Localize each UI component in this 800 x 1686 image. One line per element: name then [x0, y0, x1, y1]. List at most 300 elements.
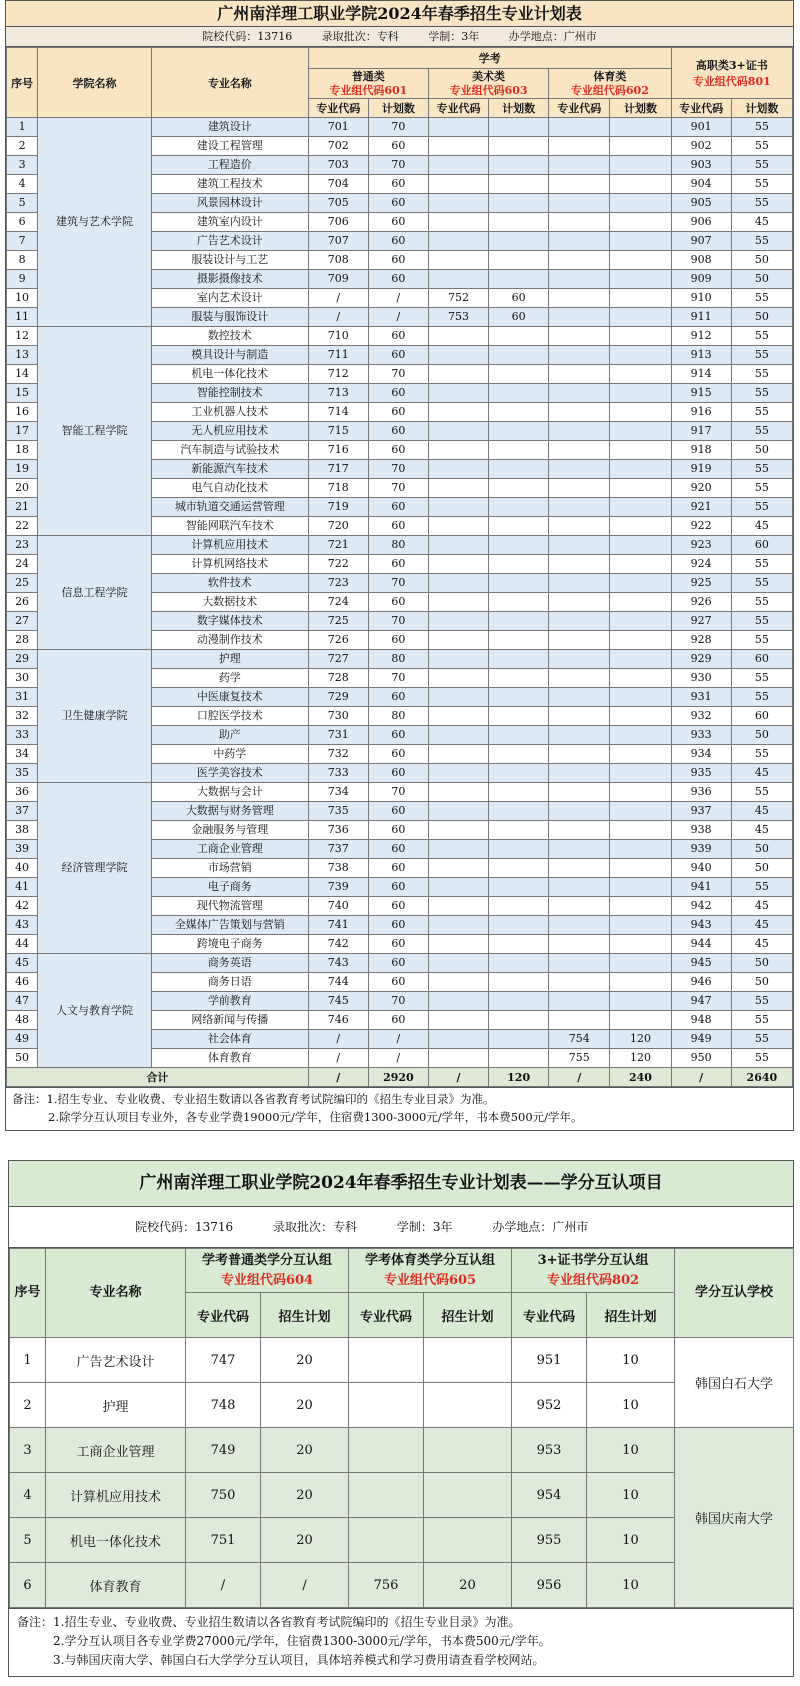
- ptl-plan: 60: [368, 802, 428, 821]
- ptl-plan: 80: [368, 650, 428, 669]
- row-no: 41: [7, 878, 38, 897]
- msl-plan: [489, 612, 549, 631]
- header-msl-code: 专业组代码603: [449, 83, 528, 97]
- credit-rows: [10, 1338, 794, 1608]
- major-name: 医学美容技术: [151, 764, 308, 783]
- msl-code: [428, 973, 488, 992]
- header-msl-label: 美术类: [472, 69, 506, 83]
- msl-plan: [489, 403, 549, 422]
- row-no: 24: [7, 555, 38, 574]
- major-name: 体育教育: [151, 1049, 308, 1068]
- tyl-code: [549, 745, 610, 764]
- gzl-plan: 50: [731, 441, 792, 460]
- tyl-plan: [610, 745, 671, 764]
- ptl-plan: 60: [368, 954, 428, 973]
- tyl-plan: [610, 118, 671, 137]
- ptl-code: 717: [308, 460, 368, 479]
- ptl-plan: 60: [368, 555, 428, 574]
- row-no: 34: [7, 745, 38, 764]
- msl-code: [428, 270, 488, 289]
- row-no: 40: [7, 859, 38, 878]
- ptl-code: 712: [308, 365, 368, 384]
- msl-plan: [489, 194, 549, 213]
- ptl-code: /: [308, 1030, 368, 1049]
- ptl-plan: 60: [368, 175, 428, 194]
- major-name: 摄影摄像技术: [151, 270, 308, 289]
- tyl-code: [549, 916, 610, 935]
- tyl-code: [549, 232, 610, 251]
- total-cell: 240: [610, 1068, 671, 1087]
- gzl-code: 926: [671, 593, 731, 612]
- header-group2: [349, 1249, 512, 1293]
- major-name: 服装与服饰设计: [151, 308, 308, 327]
- gzl-plan: 60: [731, 707, 792, 726]
- ptl-code: 741: [308, 916, 368, 935]
- table-row: [10, 1428, 794, 1473]
- msl-code: [428, 859, 488, 878]
- tyl-plan: [610, 194, 671, 213]
- msl-code: [428, 517, 488, 536]
- tyl-plan: [610, 878, 671, 897]
- tyl-code: [549, 308, 610, 327]
- ptl-plan: 60: [368, 270, 428, 289]
- gzl-plan: 50: [731, 859, 792, 878]
- msl-plan: [489, 954, 549, 973]
- tyl-plan: [610, 859, 671, 878]
- gzl-plan: 60: [731, 650, 792, 669]
- major-name: 药学: [151, 669, 308, 688]
- msl-code: [428, 1049, 488, 1068]
- ptl-code: 728: [308, 669, 368, 688]
- msl-plan: [489, 916, 549, 935]
- ptl-plan: 70: [368, 992, 428, 1011]
- gzl-plan: 45: [731, 764, 792, 783]
- gzl-plan: 50: [731, 840, 792, 859]
- tyl-plan: [610, 992, 671, 1011]
- row-no: 48: [7, 1011, 38, 1030]
- gzl-plan: 55: [731, 156, 792, 175]
- row-no: 27: [7, 612, 38, 631]
- tyl-plan: [610, 593, 671, 612]
- g1-code: 748: [186, 1383, 261, 1428]
- gzl-code: 931: [671, 688, 731, 707]
- gzl-plan: 55: [731, 555, 792, 574]
- ptl-plan: 60: [368, 213, 428, 232]
- g3-plan: 10: [587, 1563, 675, 1608]
- ptl-plan: 60: [368, 194, 428, 213]
- partner-school: 韩国庆南大学: [675, 1428, 794, 1608]
- msl-code: [428, 916, 488, 935]
- tyl-plan: [610, 802, 671, 821]
- gzl-plan: 55: [731, 137, 792, 156]
- msl-plan: [489, 764, 549, 783]
- tyl-plan: [610, 346, 671, 365]
- tyl-code: [549, 251, 610, 270]
- location: 办学地点：广州市: [508, 30, 597, 43]
- major-name: 大数据与财务管理: [151, 802, 308, 821]
- header-plan: 计划数: [610, 99, 671, 118]
- msl-plan: [489, 232, 549, 251]
- g1-plan: 20: [261, 1428, 349, 1473]
- school-code: 院校代码：13716: [202, 30, 293, 43]
- ptl-plan: 70: [368, 460, 428, 479]
- ptl-plan: 60: [368, 232, 428, 251]
- major-name: 护理: [151, 650, 308, 669]
- tyl-code: [549, 270, 610, 289]
- msl-code: [428, 669, 488, 688]
- table-row: [10, 1338, 794, 1383]
- plan-grid: [6, 47, 793, 1087]
- msl-code: [428, 574, 488, 593]
- tyl-code: [549, 156, 610, 175]
- msl-code: 752: [428, 289, 488, 308]
- major-name: 护理: [46, 1383, 186, 1428]
- ptl-plan: 60: [368, 346, 428, 365]
- row-no: 49: [7, 1030, 38, 1049]
- ptl-plan: 60: [368, 631, 428, 650]
- total-cell: 2640: [731, 1068, 792, 1087]
- ptl-plan: 60: [368, 688, 428, 707]
- msl-code: [428, 403, 488, 422]
- header-tyl: [549, 69, 671, 99]
- major-name: 电子商务: [151, 878, 308, 897]
- major-name: 商务日语: [151, 973, 308, 992]
- ptl-plan: 60: [368, 878, 428, 897]
- ptl-plan: 60: [368, 327, 428, 346]
- ptl-plan: 60: [368, 593, 428, 612]
- total-cell: /: [428, 1068, 488, 1087]
- major-name: 工商企业管理: [46, 1428, 186, 1473]
- major-name: 动漫制作技术: [151, 631, 308, 650]
- msl-plan: 60: [489, 308, 549, 327]
- ptl-code: /: [308, 1049, 368, 1068]
- tyl-plan: [610, 631, 671, 650]
- gzl-plan: 45: [731, 213, 792, 232]
- row-no: 5: [10, 1518, 46, 1563]
- gzl-plan: 50: [731, 308, 792, 327]
- major-name: 跨境电子商务: [151, 935, 308, 954]
- msl-plan: [489, 669, 549, 688]
- msl-code: [428, 935, 488, 954]
- g3-code: 954: [512, 1473, 587, 1518]
- msl-code: [428, 213, 488, 232]
- major-name: 数字媒体技术: [151, 612, 308, 631]
- gzl-code: 937: [671, 802, 731, 821]
- tyl-plan: [610, 536, 671, 555]
- msl-code: [428, 954, 488, 973]
- gzl-code: 905: [671, 194, 731, 213]
- gzl-code: 923: [671, 536, 731, 555]
- ptl-code: 708: [308, 251, 368, 270]
- gzl-code: 933: [671, 726, 731, 745]
- row-no: 32: [7, 707, 38, 726]
- ptl-code: 740: [308, 897, 368, 916]
- header-ptl-label: 普通类: [351, 69, 385, 83]
- enrollment-plan-table: [5, 0, 794, 1131]
- msl-plan: [489, 251, 549, 270]
- gzl-plan: 55: [731, 574, 792, 593]
- msl-code: [428, 840, 488, 859]
- ptl-plan: 60: [368, 1011, 428, 1030]
- major-name: 智能网联汽车技术: [151, 517, 308, 536]
- gzl-code: 949: [671, 1030, 731, 1049]
- table-row: [7, 118, 793, 137]
- tyl-code: [549, 422, 610, 441]
- msl-plan: [489, 631, 549, 650]
- g2-plan: [424, 1338, 512, 1383]
- gzl-plan: 45: [731, 517, 792, 536]
- msl-code: [428, 802, 488, 821]
- gzl-code: 912: [671, 327, 731, 346]
- ptl-plan: 70: [368, 574, 428, 593]
- msl-code: [428, 327, 488, 346]
- gzl-plan: 60: [731, 536, 792, 555]
- gzl-code: 919: [671, 460, 731, 479]
- major-name: 广告艺术设计: [46, 1338, 186, 1383]
- ptl-plan: 60: [368, 764, 428, 783]
- major-name: 无人机应用技术: [151, 422, 308, 441]
- row-no: 9: [7, 270, 38, 289]
- ptl-plan: 80: [368, 707, 428, 726]
- header-no: 序号: [10, 1249, 46, 1338]
- tyl-code: [549, 726, 610, 745]
- tyl-code: [549, 555, 610, 574]
- ptl-plan: 60: [368, 916, 428, 935]
- table-row: [7, 954, 793, 973]
- row-no: 23: [7, 536, 38, 555]
- ptl-code: 739: [308, 878, 368, 897]
- header-group3-code: 专业组代码802: [546, 1272, 640, 1288]
- tyl-plan: [610, 156, 671, 175]
- gzl-plan: 55: [731, 745, 792, 764]
- table-row: [7, 327, 793, 346]
- gzl-plan: 45: [731, 897, 792, 916]
- major-name: 工业机器人技术: [151, 403, 308, 422]
- msl-code: [428, 612, 488, 631]
- major-name: 现代物流管理: [151, 897, 308, 916]
- gzl-code: 913: [671, 346, 731, 365]
- ptl-code: 706: [308, 213, 368, 232]
- tyl-plan: [610, 213, 671, 232]
- row-no: 22: [7, 517, 38, 536]
- tyl-plan: [610, 270, 671, 289]
- msl-code: [428, 631, 488, 650]
- total-row: [7, 1068, 793, 1087]
- msl-plan: [489, 840, 549, 859]
- ptl-plan: 70: [368, 783, 428, 802]
- header-group1-code: 专业组代码604: [220, 1272, 314, 1288]
- table-row: [7, 650, 793, 669]
- row-no: 4: [10, 1473, 46, 1518]
- row-no: 39: [7, 840, 38, 859]
- major-name: 软件技术: [151, 574, 308, 593]
- row-no: 11: [7, 308, 38, 327]
- ptl-code: 725: [308, 612, 368, 631]
- ptl-code: 703: [308, 156, 368, 175]
- header-gzl-label: 高职类3+证书: [695, 59, 768, 72]
- ptl-code: 742: [308, 935, 368, 954]
- msl-code: [428, 593, 488, 612]
- gzl-code: 942: [671, 897, 731, 916]
- tyl-code: [549, 669, 610, 688]
- tyl-plan: [610, 251, 671, 270]
- row-no: 6: [7, 213, 38, 232]
- header-code: 专业代码: [349, 1293, 424, 1338]
- row-no: 21: [7, 498, 38, 517]
- row-no: 47: [7, 992, 38, 1011]
- ptl-code: 718: [308, 479, 368, 498]
- msl-plan: [489, 365, 549, 384]
- msl-plan: [489, 859, 549, 878]
- msl-code: [428, 194, 488, 213]
- msl-code: [428, 1030, 488, 1049]
- ptl-code: 707: [308, 232, 368, 251]
- ptl-plan: 60: [368, 517, 428, 536]
- notes: [9, 1608, 793, 1676]
- credit-transfer-table: [8, 1160, 794, 1677]
- ptl-code: 721: [308, 536, 368, 555]
- msl-code: [428, 365, 488, 384]
- tyl-code: [549, 973, 610, 992]
- msl-code: [428, 251, 488, 270]
- msl-code: [428, 346, 488, 365]
- msl-code: [428, 783, 488, 802]
- row-no: 1: [10, 1338, 46, 1383]
- row-no: 28: [7, 631, 38, 650]
- school-info: [9, 1207, 793, 1248]
- gzl-plan: 45: [731, 916, 792, 935]
- ptl-code: 736: [308, 821, 368, 840]
- gzl-code: 901: [671, 118, 731, 137]
- row-no: 29: [7, 650, 38, 669]
- tyl-plan: [610, 840, 671, 859]
- major-name: 建筑室内设计: [151, 213, 308, 232]
- msl-plan: [489, 346, 549, 365]
- header-group1: [186, 1249, 349, 1293]
- gzl-plan: 55: [731, 232, 792, 251]
- ptl-plan: 70: [368, 118, 428, 137]
- ptl-code: 735: [308, 802, 368, 821]
- plan-rows: [7, 118, 793, 1068]
- header-group2-label: 学考体育类学分互认组: [365, 1252, 496, 1268]
- tyl-code: [549, 631, 610, 650]
- g2-code: [349, 1383, 424, 1428]
- msl-plan: [489, 156, 549, 175]
- notes: [6, 1087, 793, 1130]
- tyl-plan: [610, 916, 671, 935]
- ptl-code: 734: [308, 783, 368, 802]
- msl-plan: [489, 536, 549, 555]
- tyl-plan: 120: [610, 1049, 671, 1068]
- ptl-plan: 60: [368, 384, 428, 403]
- gzl-code: 941: [671, 878, 731, 897]
- gzl-plan: 45: [731, 821, 792, 840]
- msl-code: [428, 726, 488, 745]
- gzl-plan: 55: [731, 479, 792, 498]
- msl-plan: [489, 441, 549, 460]
- ptl-plan: 60: [368, 726, 428, 745]
- g2-code: [349, 1338, 424, 1383]
- major-name: 计算机网络技术: [151, 555, 308, 574]
- tyl-plan: [610, 365, 671, 384]
- ptl-plan: /: [368, 289, 428, 308]
- tyl-plan: [610, 821, 671, 840]
- row-no: 8: [7, 251, 38, 270]
- ptl-code: 719: [308, 498, 368, 517]
- tyl-code: [549, 878, 610, 897]
- major-name: 工商企业管理: [151, 840, 308, 859]
- ptl-code: 716: [308, 441, 368, 460]
- row-no: 18: [7, 441, 38, 460]
- ptl-plan: 60: [368, 973, 428, 992]
- row-no: 10: [7, 289, 38, 308]
- major-name: 体育教育: [46, 1563, 186, 1608]
- row-no: 6: [10, 1563, 46, 1608]
- gzl-plan: 55: [731, 289, 792, 308]
- msl-plan: [489, 422, 549, 441]
- header-code: 专业代码: [671, 99, 731, 118]
- note-line: 备注：1.招生专业、专业收费、专业招生数请以各省教育考试院编印的《招生专业目录》为准。: [12, 1092, 495, 1106]
- major-name: 网络新闻与传播: [151, 1011, 308, 1030]
- ptl-code: 727: [308, 650, 368, 669]
- gzl-code: 930: [671, 669, 731, 688]
- g2-code: [349, 1473, 424, 1518]
- ptl-plan: 60: [368, 840, 428, 859]
- row-no: 35: [7, 764, 38, 783]
- g3-code: 956: [512, 1563, 587, 1608]
- gzl-plan: 50: [731, 726, 792, 745]
- tyl-plan: [610, 764, 671, 783]
- msl-plan: [489, 688, 549, 707]
- major-name: 金融服务与管理: [151, 821, 308, 840]
- admission-batch: 录取批次：专科: [273, 1220, 358, 1234]
- msl-plan: [489, 973, 549, 992]
- msl-code: [428, 422, 488, 441]
- school-code: 院校代码：13716: [135, 1220, 234, 1234]
- major-name: 建设工程管理: [151, 137, 308, 156]
- header-group2-code: 专业组代码605: [383, 1272, 477, 1288]
- tyl-plan: [610, 175, 671, 194]
- tyl-plan: [610, 289, 671, 308]
- header-xuekao: 学考: [308, 48, 671, 69]
- major-name: 室内艺术设计: [151, 289, 308, 308]
- major-name: 风景园林设计: [151, 194, 308, 213]
- msl-code: [428, 650, 488, 669]
- tyl-plan: [610, 422, 671, 441]
- row-no: 3: [10, 1428, 46, 1473]
- row-no: 33: [7, 726, 38, 745]
- row-no: 16: [7, 403, 38, 422]
- major-name: 电气自动化技术: [151, 479, 308, 498]
- header-plan: 招生计划: [261, 1293, 349, 1338]
- g3-plan: 10: [587, 1473, 675, 1518]
- msl-code: [428, 536, 488, 555]
- tyl-code: [549, 498, 610, 517]
- g2-plan: 20: [424, 1563, 512, 1608]
- row-no: 12: [7, 327, 38, 346]
- tyl-code: 755: [549, 1049, 610, 1068]
- tyl-code: [549, 1011, 610, 1030]
- gzl-plan: 55: [731, 593, 792, 612]
- header-major: 专业名称: [151, 48, 308, 118]
- tyl-plan: [610, 460, 671, 479]
- major-name: 商务英语: [151, 954, 308, 973]
- g3-plan: 10: [587, 1518, 675, 1563]
- tyl-plan: [610, 498, 671, 517]
- msl-code: [428, 745, 488, 764]
- ptl-plan: 60: [368, 137, 428, 156]
- tyl-code: [549, 460, 610, 479]
